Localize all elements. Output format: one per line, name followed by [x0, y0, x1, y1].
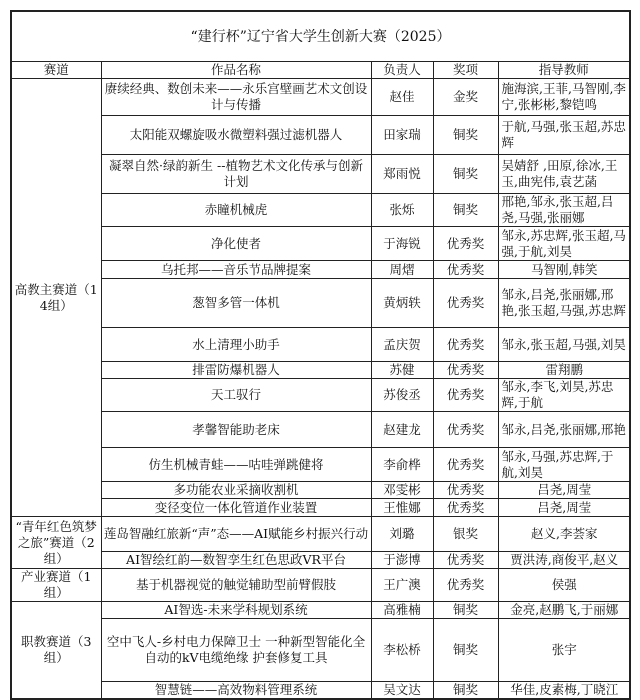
table-row [11, 116, 630, 155]
leader-name: 王广澳 [371, 569, 433, 602]
leader-name: 于海锐 [371, 227, 433, 261]
award-level: 金奖 [433, 79, 498, 116]
leader-name: 苏俊丞 [371, 379, 433, 412]
teacher-list: 邹永,吕尧,张丽娜,邢艳,张玉超,马强,苏忠辉 [498, 279, 630, 328]
table-row [11, 682, 630, 700]
award-level: 银奖 [433, 517, 498, 552]
table-row [11, 79, 630, 116]
project-name: 水上清理小助手 [101, 328, 371, 362]
leader-name: 王惟娜 [371, 499, 433, 517]
table-row [11, 412, 630, 448]
teacher-list: 吴婧舒 ,田原,徐冰,王玉,曲宪伟,袁艺菡 [498, 155, 630, 194]
table-row [11, 379, 630, 412]
table-row [11, 499, 630, 517]
award-level: 优秀奖 [433, 482, 498, 499]
track-name: 产业赛道（1组） [11, 569, 101, 602]
header-project: 作品名称 [101, 62, 371, 79]
project-name: 净化使者 [101, 227, 371, 261]
project-name: 太阳能双螺旋吸水微塑料强过滤机器人 [101, 116, 371, 155]
project-name: AI智绘红韵—数智孪生红色思政VR平台 [101, 552, 371, 569]
award-level: 优秀奖 [433, 227, 498, 261]
project-name: 基于机器视觉的触觉辅助型前臂假肢 [101, 569, 371, 602]
award-level: 优秀奖 [433, 261, 498, 279]
track-name: “青年红色筑梦之旅”赛道（2组） [11, 517, 101, 569]
table-row [11, 194, 630, 227]
leader-name: 于澎博 [371, 552, 433, 569]
award-level: 优秀奖 [433, 279, 498, 328]
header-track: 赛道 [11, 62, 101, 79]
award-level: 优秀奖 [433, 412, 498, 448]
table-title: “建行杯”辽宁省大学生创新大赛（2025） [11, 11, 630, 62]
award-level: 优秀奖 [433, 379, 498, 412]
project-name: 智慧链——高效物料管理系统 [101, 682, 371, 700]
table-row [11, 328, 630, 362]
table-row [11, 155, 630, 194]
leader-name: 邓雯彬 [371, 482, 433, 499]
header-award: 奖项 [433, 62, 498, 79]
header-teachers: 指导教师 [498, 62, 630, 79]
teacher-list: 吕尧,周莹 [498, 499, 630, 517]
table-row [11, 227, 630, 261]
awards-table [10, 10, 631, 700]
teacher-list: 吕尧,周莹 [498, 482, 630, 499]
award-level: 优秀奖 [433, 448, 498, 482]
table-row [11, 517, 630, 552]
leader-name: 田家瑞 [371, 116, 433, 155]
leader-name: 赵建龙 [371, 412, 433, 448]
award-level: 优秀奖 [433, 328, 498, 362]
leader-name: 高雅楠 [371, 602, 433, 619]
project-name: 乌托邦——音乐节品牌提案 [101, 261, 371, 279]
title-row [11, 11, 630, 62]
table-row [11, 482, 630, 499]
project-name: 孝馨智能助老床 [101, 412, 371, 448]
leader-name: 李俞桦 [371, 448, 433, 482]
teacher-list: 邹永,马强,苏忠辉,于航,刘昊 [498, 448, 630, 482]
award-level: 铜奖 [433, 116, 498, 155]
award-level: 铜奖 [433, 619, 498, 682]
table-row [11, 619, 630, 682]
leader-name: 赵佳 [371, 79, 433, 116]
header-leader: 负责人 [371, 62, 433, 79]
award-level: 优秀奖 [433, 569, 498, 602]
project-name: 天工驭行 [101, 379, 371, 412]
table-row [11, 569, 630, 602]
teacher-list: 金亮,赵鹏飞,于丽娜 [498, 602, 630, 619]
table-row [11, 261, 630, 279]
teacher-list: 赵义,李荟家 [498, 517, 630, 552]
teacher-list: 侯强 [498, 569, 630, 602]
leader-name: 周熠 [371, 261, 433, 279]
track-name: 职教赛道（3组） [11, 602, 101, 700]
table-row [11, 362, 630, 379]
leader-name: 李松桥 [371, 619, 433, 682]
leader-name: 郑雨悦 [371, 155, 433, 194]
teacher-list: 邹永,张玉超,马强,刘昊 [498, 328, 630, 362]
teacher-list: 邢艳,邹永,张玉超,吕尧,马强,张丽娜 [498, 194, 630, 227]
project-name: 变径变位一体化管道作业装置 [101, 499, 371, 517]
project-name: 排雷防爆机器人 [101, 362, 371, 379]
award-level: 优秀奖 [433, 362, 498, 379]
award-level: 铜奖 [433, 602, 498, 619]
teacher-list: 张宇 [498, 619, 630, 682]
award-level: 铜奖 [433, 155, 498, 194]
project-name: 莲岛智融红旅新“声”态——AI赋能乡村振兴行动 [101, 517, 371, 552]
project-name: 葱智多管一体机 [101, 279, 371, 328]
leader-name: 刘璐 [371, 517, 433, 552]
award-level: 优秀奖 [433, 499, 498, 517]
leader-name: 张烁 [371, 194, 433, 227]
project-name: 空中飞人-乡村电力保障卫士 一种新型智能化全自动的kV电缆绝缘 护套修复工具 [101, 619, 371, 682]
project-name: 赤瞳机械虎 [101, 194, 371, 227]
award-level: 优秀奖 [433, 552, 498, 569]
header-row [11, 62, 630, 79]
teacher-list: 雷翔鹏 [498, 362, 630, 379]
project-name: 仿生机械青蛙——咕哇弹跳健将 [101, 448, 371, 482]
award-level: 铜奖 [433, 682, 498, 700]
teacher-list: 邹永,苏忠辉,张玉超,马强,于航,刘昊 [498, 227, 630, 261]
leader-name: 吴文达 [371, 682, 433, 700]
table-row [11, 448, 630, 482]
teacher-list: 华佳,皮素梅,丁晓江 [498, 682, 630, 700]
teacher-list: 邹永,吕尧,张丽娜,邢艳 [498, 412, 630, 448]
table-row [11, 279, 630, 328]
project-name: AI智选-未来学科规划系统 [101, 602, 371, 619]
teacher-list: 贾洪涛,商俊平,赵义 [498, 552, 630, 569]
teacher-list: 马智刚,韩笑 [498, 261, 630, 279]
teacher-list: 邹永,李飞,刘昊,苏忠辉,于航 [498, 379, 630, 412]
leader-name: 黄炳轶 [371, 279, 433, 328]
project-name: 多功能农业采摘收割机 [101, 482, 371, 499]
project-name: 赓续经典、数创未来——永乐宫壁画艺术文创设计与传播 [101, 79, 371, 116]
teacher-list: 于航,马强,张玉超,苏忠辉 [498, 116, 630, 155]
table-row [11, 552, 630, 569]
leader-name: 苏健 [371, 362, 433, 379]
leader-name: 孟庆贺 [371, 328, 433, 362]
track-name: 高教主赛道（14组） [11, 79, 101, 517]
teacher-list: 施海滨,王菲,马智刚,李宁,张彬彬,黎铠鸣 [498, 79, 630, 116]
award-level: 铜奖 [433, 194, 498, 227]
project-name: 凝翠自然·绿韵新生 --植物艺术文化传承与创新计划 [101, 155, 371, 194]
table-row [11, 602, 630, 619]
